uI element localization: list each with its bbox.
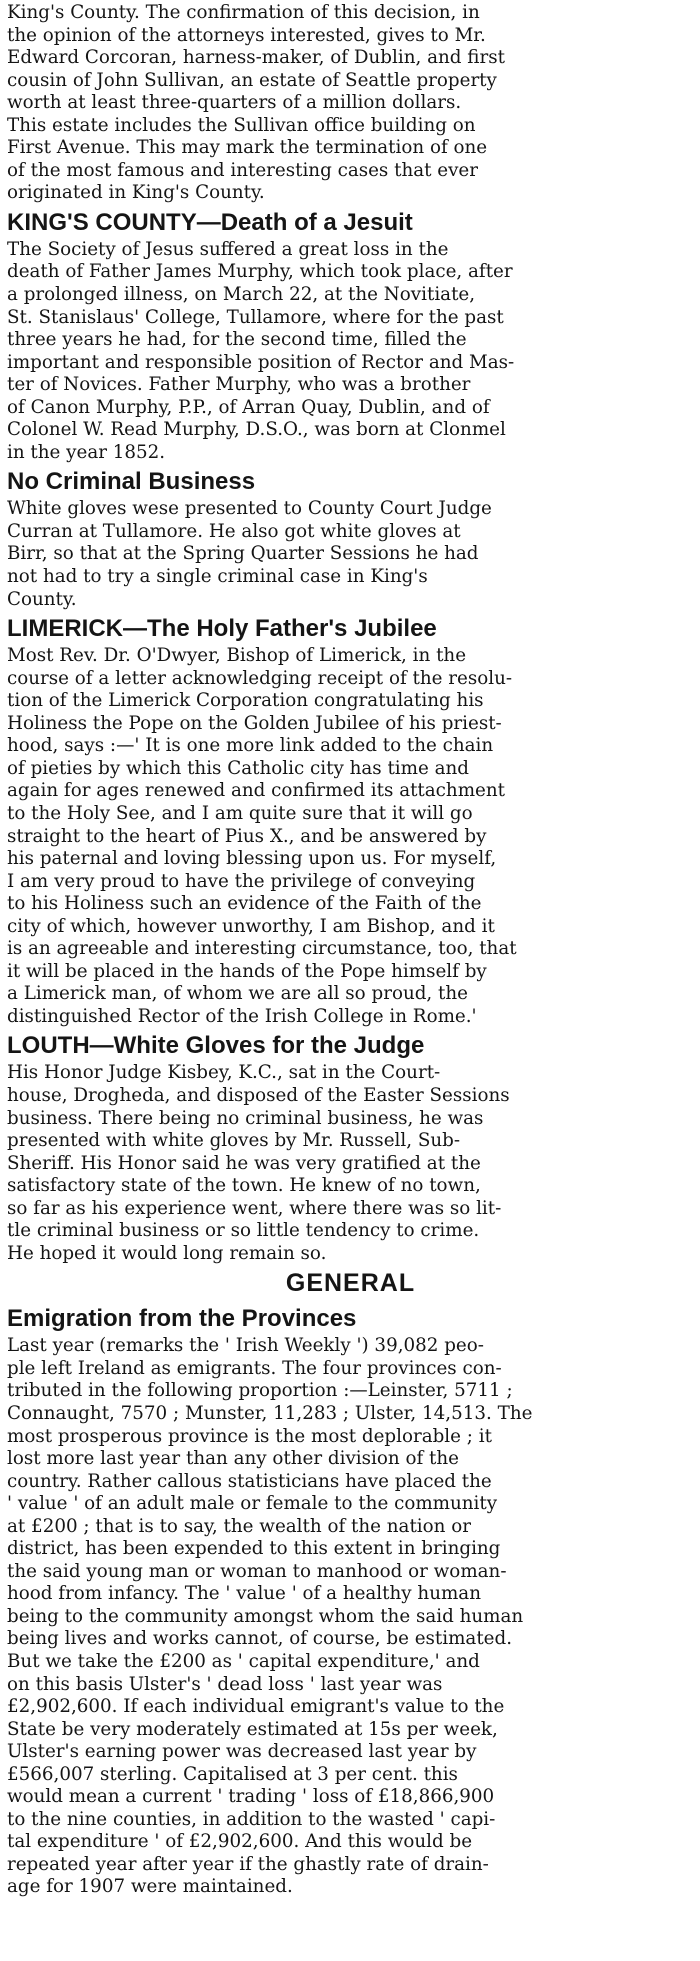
text-line: most prosperous province is the most deplorable ; it: [7, 1425, 492, 1447]
text-line: £2,902,600. If each individual emigrant's value to the: [7, 1696, 505, 1718]
article-body: [7, 645, 694, 1028]
text-line: St. Stanislaus' College, Tullamore, where for the past: [7, 306, 504, 328]
text-line: a Limerick man, of whom we are all so proud, the: [7, 983, 468, 1005]
text-line: being to the community amongst whom the said human: [7, 1605, 524, 1627]
text-line: the opinion of the attorneys interested, gives to Mr.: [7, 24, 486, 46]
text-line: originated in King's County.: [7, 182, 265, 204]
article-headline: LIMERICK—The Holy Father's Jubilee: [7, 615, 437, 643]
text-line: Most Rev. Dr. O'Dwyer, Bishop of Limerick, in the: [7, 645, 467, 667]
article-headline: No Criminal Business: [7, 468, 256, 496]
text-line: it will be placed in the hands of the Pope himself by: [7, 960, 487, 982]
article-no-criminal-business: [7, 466, 694, 611]
text-line: in the year 1852.: [7, 441, 166, 463]
text-line: Sheriff. His Honor said he was very gratified at the: [7, 1152, 481, 1174]
text-line: tion of the Limerick Corporation congratulating his: [7, 690, 484, 712]
text-line: cousin of John Sullivan, an estate of Seattle property: [7, 69, 497, 91]
text-line: Connaught, 7570 ; Munster, 11,283 ; Ulster, 14,513. The: [7, 1402, 533, 1424]
text-line: I am very proud to have the privilege of conveying: [7, 870, 476, 892]
text-line: State be very moderately estimated at 15s per week,: [7, 1718, 498, 1740]
text-line: so far as his experience went, where there was so lit-: [7, 1197, 502, 1219]
text-line: the said young man or woman to manhood or woman-: [7, 1560, 507, 1582]
text-line: of pieties by which this Catholic city has time and: [7, 757, 469, 779]
text-line: straight to the heart of Pius X., and be answered by: [7, 825, 487, 847]
text-line: This estate includes the Sullivan office building on: [7, 114, 476, 136]
text-line: important and responsible position of Rector and Mas-: [7, 351, 515, 373]
text-line: on this basis Ulster's ' dead loss ' last year was: [7, 1673, 443, 1695]
article-body: [7, 1062, 694, 1265]
text-line: Ulster's earning power was decreased last year by: [7, 1741, 477, 1763]
text-line: his paternal and loving blessing upon us. For myself,: [7, 848, 497, 870]
text-line: tle criminal business or so little tendency to crime.: [7, 1220, 480, 1242]
text-line: three years he had, for the second time, filled the: [7, 329, 467, 351]
text-line: Edward Corcoran, harness-maker, of Dublin, and first: [7, 47, 505, 69]
text-line: again for ages renewed and confirmed its attachment: [7, 780, 505, 802]
text-line: would mean a current ' trading ' loss of £18,866,900: [7, 1786, 495, 1808]
text-line: hood, says :—' It is one more link added to the chain: [7, 735, 494, 757]
text-line: to the Holy See, and I am quite sure that it will go: [7, 802, 473, 824]
text-line: being lives and works cannot, of course, be estimated.: [7, 1628, 513, 1650]
text-line: Last year (remarks the ' Irish Weekly ') 39,082 peo-: [7, 1335, 484, 1357]
text-line: His Honor Judge Kisbey, K.C., sat in the Court-: [7, 1062, 441, 1084]
text-line: a prolonged illness, on March 22, at the Novitiate,: [7, 284, 476, 306]
text-line: is an agreeable and interesting circumstance, too, that: [7, 938, 517, 960]
article-headline: Emigration from the Provinces: [7, 1305, 357, 1333]
text-line: But we take the £200 as ' capital expenditure,' and: [7, 1651, 480, 1672]
text-line: country. Rather callous statisticians have placed the: [7, 1470, 492, 1492]
text-line: Holiness the Pope on the Golden Jubilee of his priest-: [7, 712, 502, 734]
text-line: tal expenditure ' of £2,902,600. And this would be: [7, 1831, 473, 1853]
text-line: worth at least three-quarters of a million dollars.: [7, 92, 462, 114]
text-line: White gloves wese presented to County Court Judge: [7, 498, 492, 520]
text-line: Birr, so that at the Spring Quarter Sessions he had: [7, 543, 479, 565]
text-line: Curran at Tullamore. He also got white gloves at: [7, 520, 461, 542]
text-line: The Society of Jesus suffered a great loss in the: [7, 238, 449, 260]
section-title: GENERAL: [285, 1269, 416, 1298]
text-line: business. There being no criminal business, he was: [7, 1107, 484, 1129]
text-line: distinguished Rector of the Irish College in Rome.': [7, 1005, 477, 1027]
article-body: [7, 498, 694, 611]
text-line: death of Father James Murphy, which took place, after: [7, 261, 513, 283]
text-line: not had to try a single criminal case in King's: [7, 566, 428, 588]
text-line: at £200 ; that is to say, the wealth of the nation or: [7, 1515, 471, 1537]
text-line: lost more last year than any other division of the: [7, 1448, 459, 1470]
text-line: to his Holiness such an evidence of the Faith of the: [7, 893, 482, 915]
text-line: presented with white gloves by Mr. Russell, Sub-: [7, 1130, 461, 1152]
article-kings-county-estate: [7, 2, 694, 205]
text-line: district, has been expended to this extent in bringing: [7, 1538, 501, 1560]
article-headline: LOUTH—White Gloves for the Judge: [7, 1032, 425, 1060]
text-line: ter of Novices. Father Murphy, who was a brother: [7, 374, 471, 396]
text-line: He hoped it would long remain so.: [7, 1242, 327, 1264]
text-line: £566,007 sterling. Capitalised at 3 per cent. this: [7, 1763, 458, 1785]
article-death-of-a-jesuit: [7, 207, 694, 464]
text-line: of the most famous and interesting cases that ever: [7, 159, 478, 181]
article-body: [7, 239, 694, 464]
text-line: of Canon Murphy, P.P., of Arran Quay, Dublin, and of: [7, 396, 490, 418]
article-headline: KING'S COUNTY—Death of a Jesuit: [7, 208, 413, 236]
article-body: [7, 1335, 694, 1899]
text-line: King's County. The confirmation of this decision, in: [7, 2, 480, 23]
text-line: County.: [7, 588, 77, 610]
text-line: ple left Ireland as emigrants. The four provinces con-: [7, 1357, 502, 1379]
text-line: hood from infancy. The ' value ' of a healthy human: [7, 1583, 481, 1605]
text-line: house, Drogheda, and disposed of the Easter Sessions: [7, 1084, 510, 1106]
article-white-gloves-for-judge: [7, 1030, 694, 1265]
article-holy-fathers-jubilee: [7, 613, 694, 1028]
text-line: city of which, however unworthy, I am Bishop, and it: [7, 915, 495, 937]
article-body: [7, 2, 694, 205]
text-line: ' value ' of an adult male or female to the community: [7, 1493, 498, 1515]
text-line: satisfactory state of the town. He knew of no town,: [7, 1175, 481, 1197]
text-line: to the nine counties, in addition to the wasted ' capi-: [7, 1808, 496, 1830]
text-line: course of a letter acknowledging receipt of the resolu-: [7, 667, 513, 689]
text-line: age for 1907 were maintained.: [7, 1876, 293, 1898]
article-emigration: [7, 1303, 694, 1899]
text-line: First Avenue. This may mark the termination of one: [7, 137, 488, 159]
text-line: tributed in the following proportion :—Leinster, 5711 ;: [7, 1380, 513, 1402]
text-line: repeated year after year if the ghastly rate of drain-: [7, 1853, 489, 1875]
text-line: Colonel W. Read Murphy, D.S.O., was born at Clonmel: [7, 419, 506, 441]
